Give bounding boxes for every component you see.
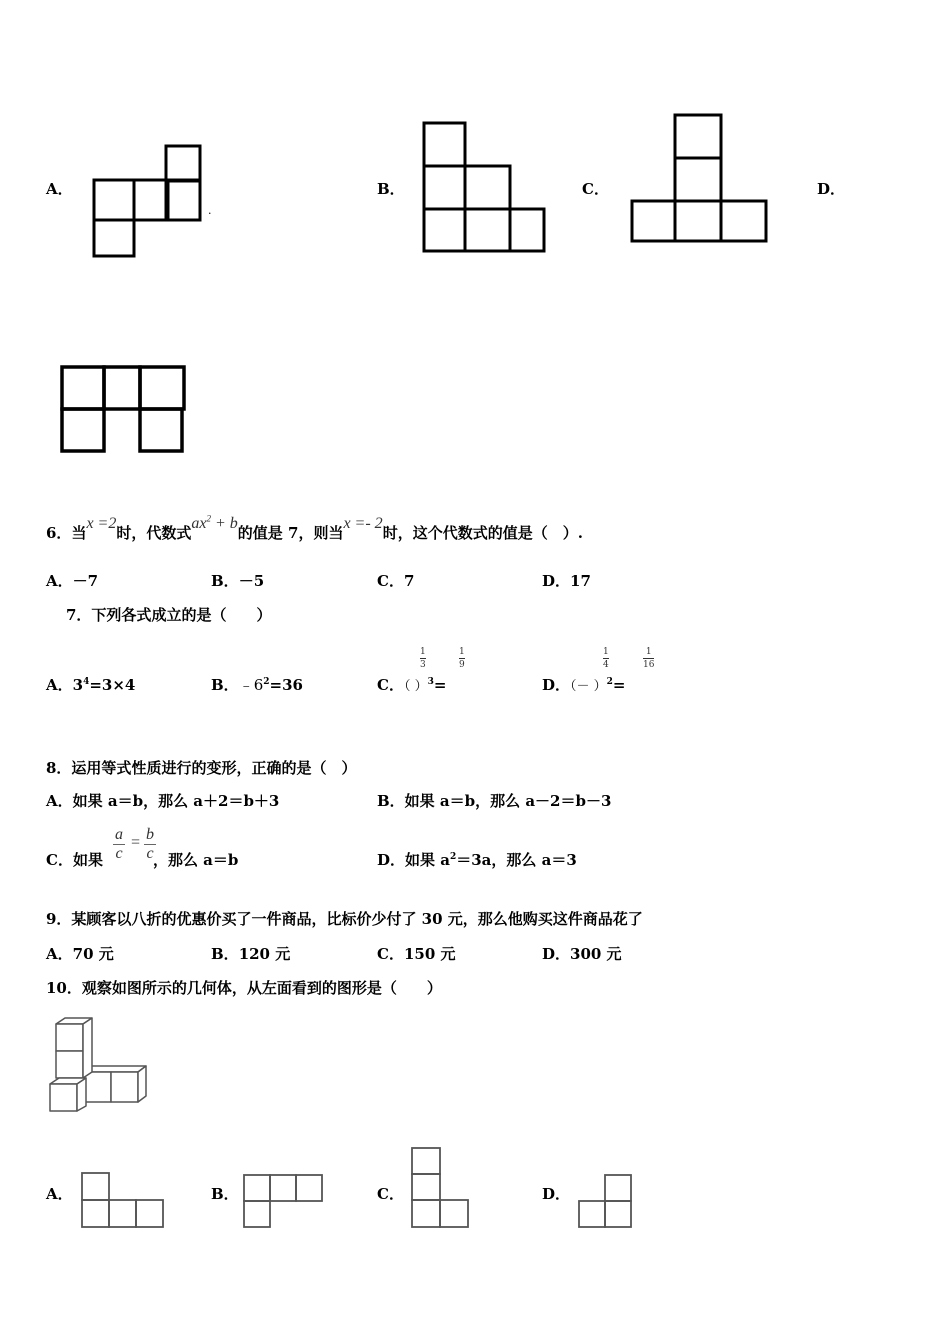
q10-solid-figure [46,1014,156,1114]
option-prefix: C．如果 [46,851,103,869]
option-label: A． [46,572,73,590]
grid-square [605,1175,631,1201]
q10-option-d-label[interactable]: D． [542,1185,571,1203]
option-paren: （－ ） [570,679,607,694]
q6-expr-a: ax [191,515,207,532]
grid-square [465,166,510,209]
fraction-bar [459,658,465,659]
fraction-denominator: 3 [420,660,426,670]
option-suffix: ，那么 a＝b [152,851,239,869]
grid-square [632,201,675,241]
grid-square [412,1148,440,1174]
grid-square [166,180,200,220]
option-sup: 2 [263,677,270,687]
option-text: 120 元 [238,945,291,963]
q7-c-fraction-2 [459,647,465,670]
option-label: A． [46,945,73,963]
q6-option-c[interactable] [377,570,414,591]
grid-square [465,209,510,251]
q8-c-fraction-2 [144,826,156,863]
q8-c-fraction-1 [113,826,125,863]
q6-text-part1: 当 [71,524,87,542]
q7-d-fraction-2 [643,647,654,670]
q8-option-a[interactable]: A．如果 a＝b，那么 a＋2＝b＋3 [46,792,280,810]
q7-d-fraction-1 [603,647,609,670]
q5-option-b-label[interactable]: B． [377,180,405,198]
option-label: D． [542,676,571,694]
option-label: C． [377,676,404,694]
option-eq: = [612,676,626,694]
option-text: －7 [72,572,99,590]
q7-c-fraction-1 [420,647,426,670]
q7-option-b[interactable] [211,674,303,695]
fraction-denominator: 9 [459,660,465,670]
q5-option-c-figure[interactable] [630,113,770,245]
q5-option-c-label[interactable]: C． [582,180,609,198]
option-base: 3 [72,676,84,694]
grid-square [166,146,200,181]
q5-option-a-figure[interactable] [92,144,212,259]
q5-option-d-label[interactable]: D． [817,180,846,198]
q9-stem: 9．某顾客以八折的优惠价买了一件商品，比标价少付了 30 元，那么他购买这件商品花了 [46,910,643,928]
fraction-denominator: 4 [603,660,609,670]
option-text: 150 元 [403,945,456,963]
option-rest: =3×4 [89,676,136,694]
grid-square [244,1201,270,1227]
q6-stem [46,513,583,543]
option-label: B． [211,572,239,590]
grid-square [675,201,721,241]
grid-square [424,166,465,209]
grid-square [296,1175,322,1201]
option-label: D． [542,945,571,963]
option-label: B． [211,676,239,694]
grid-square [134,180,168,220]
option-label: C． [377,572,404,590]
q6-eq1: x =2 [86,515,117,532]
fraction-bar [603,658,609,659]
option-eq: = [433,676,447,694]
grid-square [440,1200,468,1227]
q6-expr [191,515,237,532]
q8-stem: 8．运用等式性质进行的变形，正确的是（ ） [46,759,357,777]
option-text: 7 [403,572,415,590]
grid-square [140,367,184,409]
q6-text-part3: 的值是 7，则当 [237,524,344,542]
option-text: 300 元 [570,945,622,963]
q10-option-a-figure[interactable] [81,1172,165,1229]
q6-number: 6． [46,524,72,542]
option-label: D． [542,572,571,590]
q10-option-b-figure[interactable] [243,1174,325,1230]
fraction-denominator: 16 [643,660,655,670]
option-label: B． [211,945,239,963]
q6-option-a[interactable] [46,570,98,591]
grid-square [412,1174,440,1200]
q5-option-a-dot: . [208,204,212,217]
grid-square [82,1173,109,1200]
grid-square [424,123,465,166]
grid-square [424,209,465,251]
grid-square [62,367,104,409]
q7-stem: 7．下列各式成立的是（ ） [66,606,272,624]
q6-expr-sup: 2 [206,513,211,524]
q9-option-a[interactable] [46,943,114,964]
fraction-denominator: c [146,845,154,862]
grid-square [136,1200,163,1227]
grid-square [94,180,134,220]
grid-square [721,201,766,241]
grid-square [605,1201,631,1227]
option-base: ﹣6 [238,676,264,694]
q10-option-c-figure[interactable] [411,1147,471,1229]
option-suffix: ＝3a，那么 a＝3 [456,851,577,869]
q6-eq2: x =- 2 [343,515,383,532]
q7-option-c[interactable] [377,674,446,695]
grid-square [244,1175,270,1201]
q10-option-b-label[interactable]: B． [211,1185,239,1203]
q10-option-a-label[interactable]: A． [46,1185,73,1203]
option-text: 70 元 [72,945,114,963]
option-rest: =36 [269,676,303,694]
q5-option-a-label[interactable]: A． [46,180,73,198]
grid-square [579,1201,605,1227]
grid-square [510,209,544,251]
fraction-numerator: 1 [459,647,465,657]
grid-square [94,220,134,256]
option-sup: 4 [83,677,90,687]
q8-option-b[interactable]: B．如果 a＝b，那么 a－2＝b－3 [377,792,612,810]
grid-square [109,1200,136,1227]
option-paren: （ ） [403,679,428,694]
fraction-numerator: a [115,826,123,843]
q6-text-part4: 时，这个代数式的值是（ ）. [382,524,583,542]
grid-square [140,409,182,451]
fraction-numerator: b [146,826,154,843]
option-text: 17 [570,572,591,590]
q8-c-equals: = [130,834,141,851]
grid-square [675,115,721,158]
q5-option-b-figure[interactable] [422,121,547,255]
grid-square [62,409,104,451]
fraction-bar [643,658,654,659]
q8-option-d[interactable] [377,849,577,870]
q8-option-c[interactable] [46,849,238,870]
option-label: C． [377,945,404,963]
option-text: －5 [238,572,265,590]
fraction-numerator: 1 [420,647,426,657]
grid-square [270,1175,296,1201]
grid-square [82,1200,109,1227]
q6-option-b[interactable] [211,570,264,591]
fraction-denominator: c [115,845,123,862]
q6-option-d[interactable] [542,570,591,591]
grid-square [104,367,140,409]
q9-option-c[interactable] [377,943,456,964]
option-sup: 2 [449,852,457,862]
q6-text-part2: 时，代数式 [116,524,192,542]
option-sup: 2 [606,677,613,687]
q5-option-d-figure[interactable] [60,365,188,455]
q10-stem: 10．观察如图所示的几何体，从左面看到的图形是（ ） [46,979,442,997]
q7-option-a[interactable] [46,674,135,695]
q10-option-c-label[interactable]: C． [377,1185,404,1203]
q7-option-d[interactable] [542,674,626,695]
fraction-numerator: 1 [645,647,652,657]
fraction-numerator: 1 [603,647,609,657]
option-sup: 3 [427,677,434,687]
q6-expr-b: + b [210,515,238,532]
fraction-bar [420,658,426,659]
grid-square [412,1200,440,1227]
option-label: A． [46,676,73,694]
q9-option-d[interactable] [542,943,622,964]
q10-option-d-figure[interactable] [578,1174,634,1230]
option-prefix: D．如果 a [377,851,450,869]
q9-option-b[interactable] [211,943,290,964]
grid-square [675,158,721,201]
